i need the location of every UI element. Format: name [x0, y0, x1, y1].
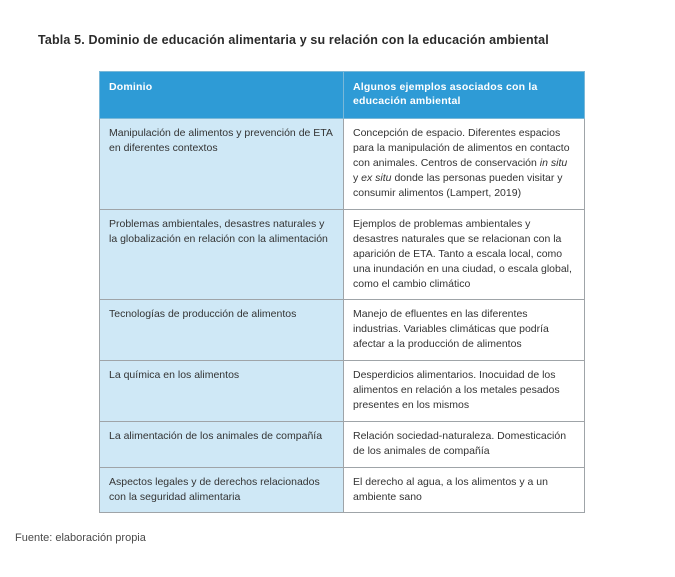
cell-text-pre: Concepción de espacio. Diferentes espacios para la manipulación de alimentos en contacto con animales. Centros de conservación [353, 127, 570, 170]
cell-ejemplos: El derecho al agua, a los alimentos y a un ambiente sano [344, 467, 585, 513]
cell-text-italic-in-situ: in situ [539, 157, 568, 170]
cell-dominio: La alimentación de los animales de compañía [100, 421, 344, 467]
table-row [100, 421, 585, 467]
table-row [100, 300, 585, 361]
table-row [100, 119, 585, 210]
cell-dominio: Manipulación de alimentos y prevención de ETA en diferentes contextos [100, 119, 344, 210]
cell-ejemplos: Manejo de efluentes en las diferentes industrias. Variables climáticas que podría afectar a la producción de alimentos [344, 300, 585, 361]
cell-dominio: La química en los alimentos [100, 361, 344, 422]
table-caption: Tabla 5. Dominio de educación alimentaria y su relación con la educación ambiental [38, 33, 549, 47]
column-header-ejemplos: Algunos ejemplos asociados con la educación ambiental [344, 72, 585, 119]
cell-ejemplos: Desperdicios alimentarios. Inocuidad de los alimentos en relación a los metales pesados presentes en los mismos [344, 361, 585, 422]
cell-dominio: Problemas ambientales, desastres naturales y la globalización en relación con la alimentación [100, 209, 344, 300]
table-row [100, 467, 585, 513]
cell-dominio: Aspectos legales y de derechos relacionados con la seguridad alimentaria [100, 467, 344, 513]
cell-text-mid: y [353, 172, 362, 185]
cell-ejemplos: Ejemplos de problemas ambientales y desastres naturales que se relacionan con la aparición de ETA. Tanto a escala local, como una inundación en una ciudad, o escala global, como el cambio climático [344, 209, 585, 300]
cell-ejemplos: Relación sociedad-naturaleza. Domesticación de los animales de compañía [344, 421, 585, 467]
table-container [99, 71, 584, 513]
cell-dominio: Tecnologías de producción de alimentos [100, 300, 344, 361]
food-education-domain-table [99, 71, 585, 513]
cell-text-italic-ex-situ: ex situ [361, 172, 392, 185]
source-note: Fuente: elaboración propia [15, 532, 146, 544]
table-header-row [100, 72, 585, 119]
cell-ejemplos [344, 119, 585, 210]
column-header-dominio: Dominio [100, 72, 344, 119]
cell-text-post: donde las personas pueden visitar y consumir alimentos (Lampert, 2019) [353, 172, 563, 199]
table-row [100, 209, 585, 300]
table-row [100, 361, 585, 422]
